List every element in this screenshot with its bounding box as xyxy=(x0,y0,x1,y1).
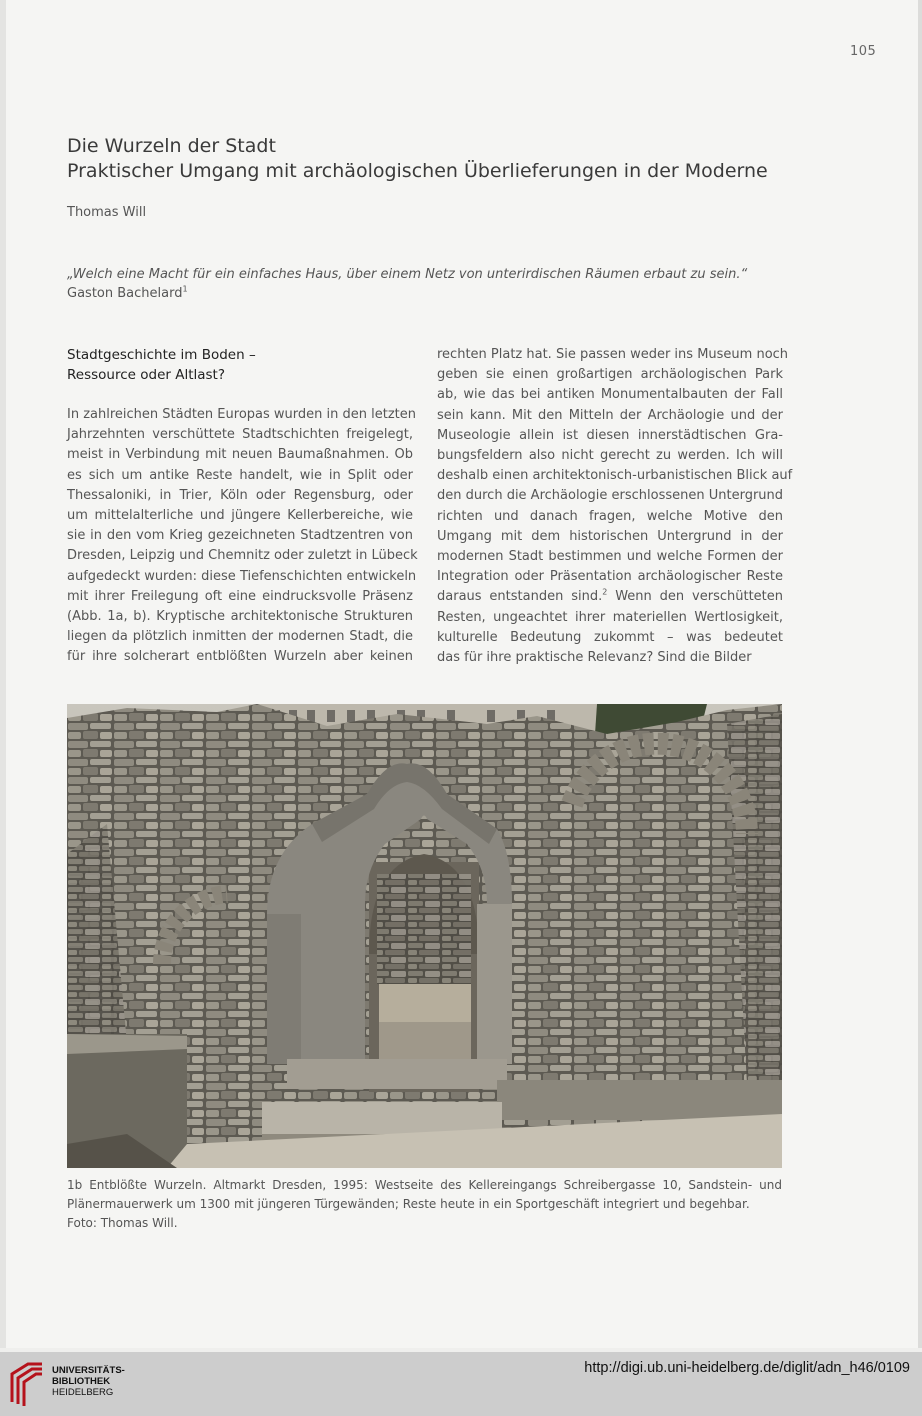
epigraph-attribution-line xyxy=(67,284,827,303)
epigraph xyxy=(67,265,827,303)
body-line: deshalb einen architektonisch-urbanistischen Blick auf xyxy=(437,468,793,484)
caption-line-3: Foto: Thomas Will. xyxy=(67,1216,178,1230)
body-line: den durch die Archäologie erschlossenen Untergrund xyxy=(437,488,784,504)
body-line: modernen Stadt bestimmen und welche Formen der xyxy=(437,549,783,565)
body-line: Thessaloniki, in Trier, Köln oder Regensburg, oder xyxy=(67,487,413,503)
body-line: Integration oder Präsentation archäologischer Reste xyxy=(437,569,783,585)
author: Thomas Will xyxy=(67,205,147,220)
footnote-mark-2: 2 xyxy=(602,588,608,598)
body-line: Dresden, Leipzig und Chemnitz oder zuletzt in Lübeck xyxy=(67,548,418,564)
body-line: Resten, ungeachtet ihrer materiellen Wertlosigkeit, xyxy=(437,609,783,625)
body-line: richten und danach fragen, welche Motive den xyxy=(437,508,783,524)
body-line: für ihre solcherart entblößten Wurzeln aber keinen xyxy=(67,649,413,665)
library-name-line-3: HEIDELBERG xyxy=(52,1387,114,1398)
figure-caption xyxy=(67,1176,782,1233)
section-heading-line-2: Ressource oder Altlast? xyxy=(67,367,226,383)
body-line: Umgang mit dem historischen Untergrund in der xyxy=(437,528,783,544)
caption-line-2: Plänermauerwerk um 1300 mit jüngeren Türgewänden; Reste heute in ein Sportgeschäft integriert und begehbar. xyxy=(67,1197,750,1211)
library-name-line-2: BIBLIOTHEK xyxy=(52,1376,111,1387)
body-line: sein kann. Mit den Mitteln der Archäologie und der xyxy=(437,407,783,423)
body-line: kulturelle Bedeutung zukommt – was bedeutet xyxy=(437,629,783,645)
body-line: In zahlreichen Städten Europas wurden in den letzten xyxy=(67,407,416,422)
body-line: um mittelalterliche und jüngere Kellerbereiche, wie xyxy=(67,508,413,524)
body-column-left xyxy=(67,405,418,668)
body-line: geben sie einen großartigen archäologischen Park xyxy=(437,367,783,383)
caption-line-1: 1b Entblößte Wurzeln. Altmarkt Dresden, 1995: Westseite des Kellereingangs Schreibergasse 10, Sandstein- und xyxy=(67,1178,782,1192)
source-url-link[interactable]: http://digi.ub.uni-heidelberg.de/diglit/adn_h46/0109 xyxy=(584,1360,910,1376)
body-line: das für ihre praktische Relevanz? Sind die Bilder xyxy=(437,650,752,666)
library-name xyxy=(52,1365,125,1398)
body-line: mit ihrer Freilegung oft eine eindrucksvolle Präsenz xyxy=(67,588,413,604)
body-column-right xyxy=(437,345,793,668)
body-line: liegen da plötzlich inmitten der modernen Stadt, die xyxy=(67,629,413,645)
page-number: 105 xyxy=(850,44,877,59)
body-line: es sich um antike Reste handelt, wie in Split oder xyxy=(67,467,413,483)
article-title xyxy=(67,134,847,184)
body-line: rechten Platz hat. Sie passen weder ins Museum noch xyxy=(437,347,789,362)
footnote-mark-1: 1 xyxy=(182,284,188,294)
cellar-entrance-photo xyxy=(67,704,782,1168)
body-line: sie in den vom Krieg gezeichneten Stadtzentren von xyxy=(67,528,413,544)
footer-bar xyxy=(0,1352,922,1416)
body-line: ab, wie das bei antiken Monumentalbauten der Fall xyxy=(437,387,783,403)
section-heading xyxy=(67,345,387,385)
body-line-text: Wenn den verschütteten xyxy=(607,589,784,605)
body-line: meist in Verbindung mit neuen Baumaßnahmen. Ob xyxy=(67,447,413,463)
body-line: Museologie allein ist diesen innerstädtischen Gra- xyxy=(437,427,783,443)
body-line-with-footnote xyxy=(437,587,783,607)
title-line-1: Die Wurzeln der Stadt xyxy=(67,135,276,157)
library-name-line-1: UNIVERSITÄTS- xyxy=(52,1365,125,1376)
body-line: (Abb. 1a, b). Kryptische architektonische Strukturen xyxy=(67,609,413,625)
section-heading-line-1: Stadtgeschichte im Boden – xyxy=(67,347,256,363)
body-line: Jahrzehnten verschüttete Stadtschichten freigelegt, xyxy=(67,427,413,443)
title-line-2: Praktischer Umgang mit archäologischen Überlieferungen in der Moderne xyxy=(67,160,768,182)
body-line-text: daraus entstanden sind. xyxy=(437,589,603,605)
epigraph-attribution: Gaston Bachelard xyxy=(67,286,183,301)
body-line: aufgedeckt wurden: diese Tiefenschichten entwickeln xyxy=(67,568,417,584)
figure-1b-photo xyxy=(67,704,782,1168)
body-line: bungsfeldern also nicht gerecht zu werden. Ich will xyxy=(437,448,783,464)
university-library-logo-icon xyxy=(8,1358,46,1408)
epigraph-text: „Welch eine Macht für ein einfaches Haus, über einem Netz von unterirdischen Räumen erbaut zu sein.“ xyxy=(67,267,748,282)
